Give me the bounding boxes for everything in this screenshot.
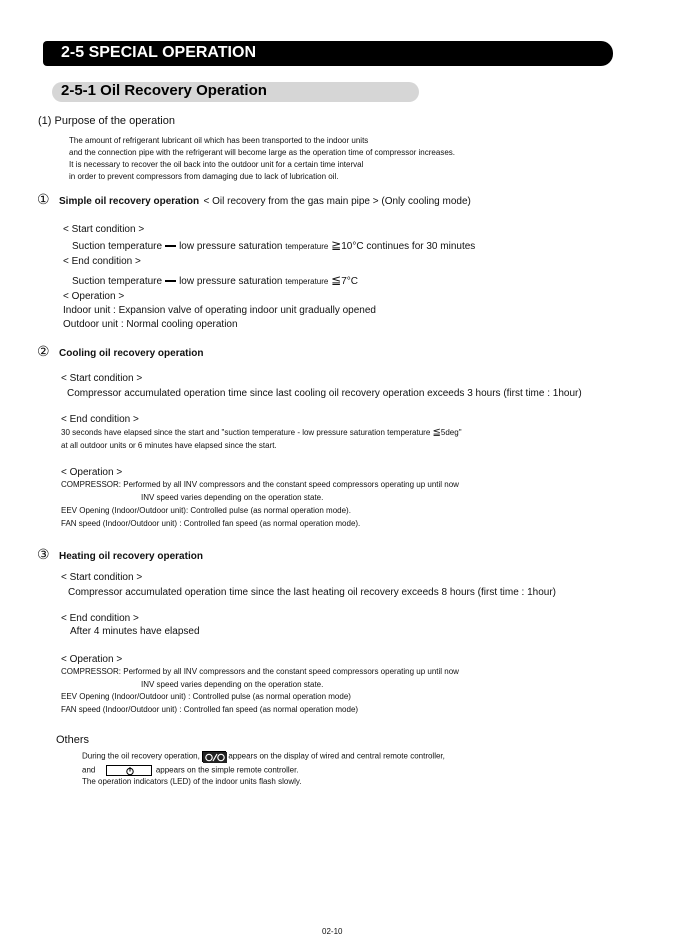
simple-subtitle: < Oil recovery from the gas main pipe > (Only cooling mode) — [203, 196, 471, 207]
others-heading: Others — [56, 734, 90, 746]
heating-op-fan: FAN speed (Indoor/Outdoor unit) : Controlled fan speed (as normal operation mode) — [61, 705, 359, 714]
subsection-banner — [52, 82, 419, 102]
text: appears on the simple remote controller. — [155, 765, 299, 775]
section-title: 2-5 SPECIAL OPERATION — [61, 44, 256, 61]
less-equal-sign: ≦ — [432, 427, 441, 438]
heating-operation-label: < Operation > — [61, 654, 123, 665]
page-number: 02-10 — [322, 927, 343, 936]
purpose-line: The amount of refrigerant lubricant oil which has been transported to the indoor units — [69, 136, 369, 145]
others-line2 — [82, 765, 299, 776]
heating-start-text: Compressor accumulated operation time since the last heating oil recovery exceeds 8 hours (first time : 1hour) — [68, 587, 557, 598]
heating-op-compressor: COMPRESSOR: Performed by all INV compressors and the constant speed compressors operating up until now — [61, 667, 459, 676]
subsection-title: 2-5-1 Oil Recovery Operation — [61, 82, 267, 99]
cooling-section-heading — [37, 343, 203, 361]
simple-operation-label: < Operation > — [63, 291, 125, 302]
heating-start-label: < Start condition > — [61, 572, 143, 583]
others-line1 — [82, 751, 445, 762]
section-banner — [43, 41, 613, 66]
text: appears on the display of wired and central remote controller, — [228, 751, 445, 761]
text: 30 seconds have elapsed since the start and "suction temperature - low pressure saturation temperature — [61, 428, 431, 437]
simple-remote-indicator-icon — [106, 765, 152, 776]
text: Suction temperature — [72, 241, 163, 252]
cooling-op-compressor-2: INV speed varies depending on the operation state. — [141, 493, 324, 502]
heating-op-compressor-2: INV speed varies depending on the operation state. — [141, 680, 324, 689]
simple-title: Simple oil recovery operation — [59, 196, 200, 207]
text: low pressure saturation — [179, 276, 283, 287]
text: temperature — [285, 242, 329, 251]
minus-sign — [165, 280, 176, 282]
circled-number-2: ② — [37, 343, 50, 359]
text: 10°C continues for 30 minutes — [341, 241, 476, 252]
cooling-op-compressor: COMPRESSOR: Performed by all INV compressors and the constant speed compressors operating up until now — [61, 480, 459, 489]
purpose-line: It is necessary to recover the oil back into the outdoor unit for a certain time interval — [69, 160, 364, 169]
oil-recovery-display-icon — [202, 751, 226, 762]
simple-op-indoor: Indoor unit : Expansion valve of operating indoor unit gradually opened — [63, 305, 376, 316]
greater-equal-sign: ≧ — [331, 238, 342, 252]
purpose-line: and the connection pipe with the refrigerant will become large as the operation time of compressor increases. — [69, 148, 455, 157]
cooling-end-line2: at all outdoor units or 6 minutes have elapsed since the start. — [61, 441, 277, 450]
heating-title: Heating oil recovery operation — [59, 551, 203, 562]
cooling-start-text: Compressor accumulated operation time since last cooling oil recovery operation exceeds 3 hours (first time : 1hour) — [67, 388, 582, 399]
cooling-operation-label: < Operation > — [61, 467, 123, 478]
simple-start-label: < Start condition > — [63, 224, 145, 235]
cooling-end-label: < End condition > — [61, 414, 139, 425]
simple-end-condition — [72, 273, 358, 287]
cooling-start-label: < Start condition > — [61, 373, 143, 384]
cooling-op-eev: EEV Opening (Indoor/Outdoor unit): Controlled pulse (as normal operation mode). — [61, 506, 351, 515]
simple-section-heading — [37, 191, 471, 209]
heating-op-eev: EEV Opening (Indoor/Outdoor unit) : Controlled pulse (as normal operation mode) — [61, 692, 351, 701]
purpose-heading: (1) Purpose of the operation — [38, 115, 175, 127]
heating-end-label: < End condition > — [61, 613, 139, 624]
less-equal-sign: ≦ — [331, 273, 342, 287]
text: 5deg" — [440, 428, 462, 437]
cooling-op-fan: FAN speed (Indoor/Outdoor unit) : Controlled fan speed (as normal operation mode). — [61, 519, 361, 528]
minus-sign — [165, 245, 176, 247]
text: low pressure saturation — [179, 241, 283, 252]
cooling-title: Cooling oil recovery operation — [59, 348, 204, 359]
circled-number-3: ③ — [37, 546, 50, 562]
simple-end-label: < End condition > — [63, 256, 141, 267]
text: and — [82, 765, 96, 775]
simple-op-outdoor: Outdoor unit : Normal cooling operation — [63, 319, 238, 330]
text: During the oil recovery operation, — [82, 751, 200, 761]
text: temperature — [285, 277, 329, 286]
text: 7°C — [341, 276, 359, 287]
cooling-end-line1 — [61, 427, 462, 438]
circled-number-1: ① — [37, 191, 50, 207]
others-line3: The operation indicators (LED) of the indoor units flash slowly. — [82, 777, 302, 786]
heating-end-text: After 4 minutes have elapsed — [70, 626, 200, 637]
heating-section-heading — [37, 546, 203, 564]
purpose-line: in order to prevent compressors from damaging due to lack of lubrication oil. — [69, 172, 339, 181]
simple-start-condition — [72, 238, 475, 252]
text: Suction temperature — [72, 276, 163, 287]
